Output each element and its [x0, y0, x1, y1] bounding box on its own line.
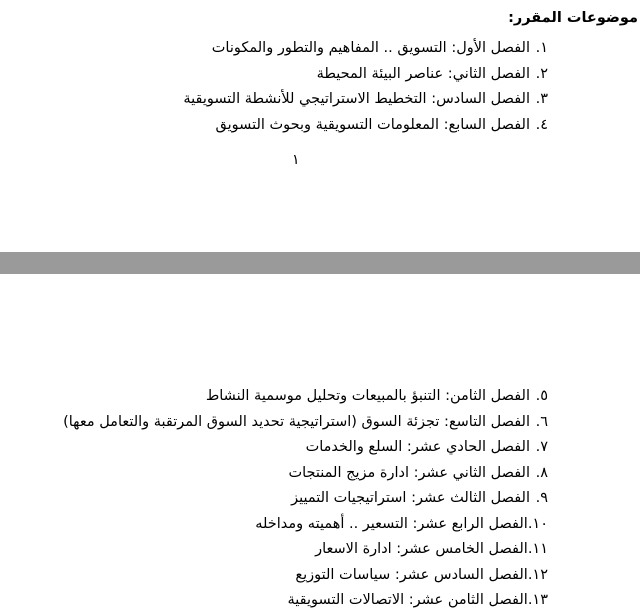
item-number: ١١. [527, 541, 548, 557]
item-number: ١٣. [527, 592, 548, 608]
item-number: ٥. [535, 388, 548, 404]
chapter-list-page-2 [63, 384, 548, 614]
document-page-2 [0, 274, 640, 608]
document-page-1 [0, 0, 640, 252]
item-number: ٨. [535, 464, 548, 481]
item-text: الفصل الرابع عشر: التسعير .. أهميته ومداخله [255, 515, 528, 532]
item-text: الفصل الثالث عشر: استراتيجيات التمييز [291, 490, 530, 506]
list-item [63, 486, 548, 512]
item-number: ١٢. [527, 566, 548, 583]
item-number: ٢. [535, 65, 548, 82]
item-number: ١٠. [527, 515, 548, 532]
page-number: ١ [292, 152, 300, 168]
item-text: الفصل السابع: المعلومات التسويقية وبحوث التسويق [215, 116, 530, 133]
item-number: ٣. [535, 91, 548, 107]
chapter-list-page-1 [183, 36, 548, 138]
list-item [63, 461, 548, 487]
item-text: الفصل الأول: التسويق .. المفاهيم والتطور والمكونات [211, 40, 530, 56]
item-text: الفصل الخامس عشر: ادارة الاسعار [315, 541, 528, 557]
list-item [63, 537, 548, 563]
course-topics-heading: موضوعات المقرر: [508, 10, 638, 26]
item-text: الفصل التاسع: تجزئة السوق (استراتيجية تحديد السوق المرتقبة والتعامل معها) [63, 413, 530, 430]
item-number: ٤. [535, 116, 548, 133]
list-item [183, 113, 548, 139]
item-number: ١. [535, 40, 548, 56]
list-item [63, 563, 548, 589]
item-text: الفصل الثامن: التنبؤ بالمبيعات وتحليل موسمية النشاط [205, 388, 530, 404]
list-item [63, 435, 548, 461]
list-item [63, 588, 548, 614]
item-text: الفصل الثامن عشر: الاتصالات التسويقية [287, 592, 528, 608]
list-item [63, 410, 548, 436]
item-number: ٦. [535, 413, 548, 430]
list-item [183, 62, 548, 88]
list-item [63, 512, 548, 538]
item-number: ٧. [535, 439, 548, 455]
list-item [183, 87, 548, 113]
list-item [63, 384, 548, 410]
item-text: الفصل الثاني عشر: ادارة مزيج المنتجات [288, 464, 530, 481]
item-text: الفصل السادس: التخطيط الاستراتيجي للأنشطة التسويقية [183, 91, 530, 107]
list-item [183, 36, 548, 62]
item-number: ٩. [535, 490, 548, 506]
item-text: الفصل السادس عشر: سياسات التوزيع [295, 566, 528, 583]
item-text: الفصل الثاني: عناصر البيئة المحيطة [316, 65, 530, 82]
page-separator [0, 252, 640, 274]
item-text: الفصل الحادي عشر: السلع والخدمات [305, 439, 530, 455]
